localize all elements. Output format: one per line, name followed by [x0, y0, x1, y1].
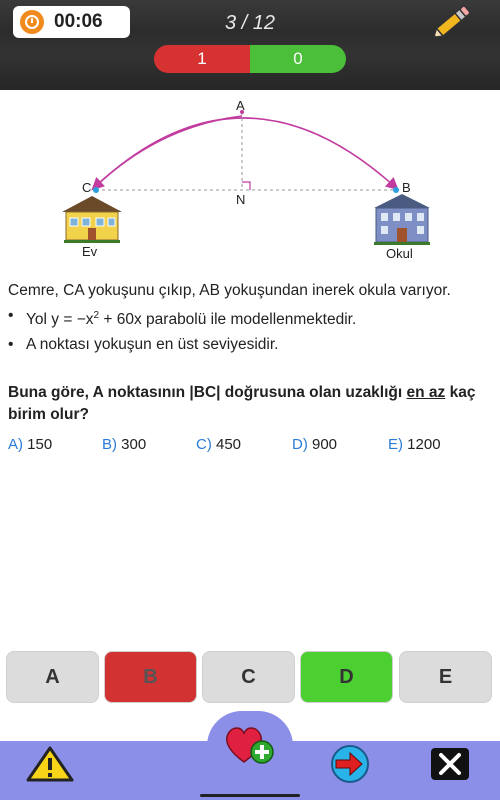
answer-button-a[interactable]: A: [6, 651, 99, 703]
close-icon[interactable]: [429, 746, 471, 782]
point-a-label: A: [236, 98, 245, 113]
option-d: D) 900: [292, 436, 338, 453]
point-n-label: N: [236, 192, 246, 207]
parabola-diagram: [0, 90, 500, 270]
question-figure: [0, 90, 500, 270]
parabola-arc-left: [96, 116, 242, 186]
home-label: Ev: [82, 244, 98, 259]
question-intro: Cemre, CA yokuşunu çıkıp, AB yokuşundan inerek okula varıyor.: [8, 282, 451, 299]
option-a: A) 150: [8, 436, 53, 453]
point-b-label: B: [402, 180, 411, 195]
correct-count: 0: [250, 45, 346, 73]
answer-button-b[interactable]: B: [104, 651, 197, 703]
bullet-2: • A noktası yokuşun en üst seviyesidir.: [8, 336, 279, 354]
school-label: Okul: [386, 246, 413, 261]
answer-button-c[interactable]: C: [202, 651, 295, 703]
timer-value: 00:06: [54, 11, 103, 32]
answer-button-e[interactable]: E: [399, 651, 492, 703]
home-house-icon: [62, 196, 122, 243]
top-bar: [0, 0, 500, 90]
pencil-icon[interactable]: [426, 2, 478, 42]
point-c-label: C: [82, 180, 92, 195]
wrong-count: 1: [154, 45, 250, 73]
warning-icon[interactable]: [26, 746, 74, 782]
option-c: C) 450: [196, 436, 242, 453]
school-building-icon: [374, 194, 430, 245]
question-progress: 3 / 12: [224, 12, 276, 34]
answer-button-d[interactable]: D: [300, 651, 393, 703]
answer-buttons: [6, 651, 494, 703]
question-text: [8, 280, 496, 356]
score-bar: [154, 45, 346, 73]
next-arrow-icon[interactable]: [326, 744, 374, 784]
option-b: B) 300: [102, 436, 147, 453]
home-indicator: [200, 794, 300, 797]
question-prompt: Buna göre, A noktasının |BC| doğrusuna olan uzaklığı en az kaç birim olur?: [8, 384, 476, 423]
option-e: E) 1200: [388, 436, 441, 453]
bullet-1: • Yol $y = -x^2 + 60x$ parabolü ile modellenmektedir.: [8, 307, 357, 329]
heart-plus-icon[interactable]: [224, 722, 276, 766]
